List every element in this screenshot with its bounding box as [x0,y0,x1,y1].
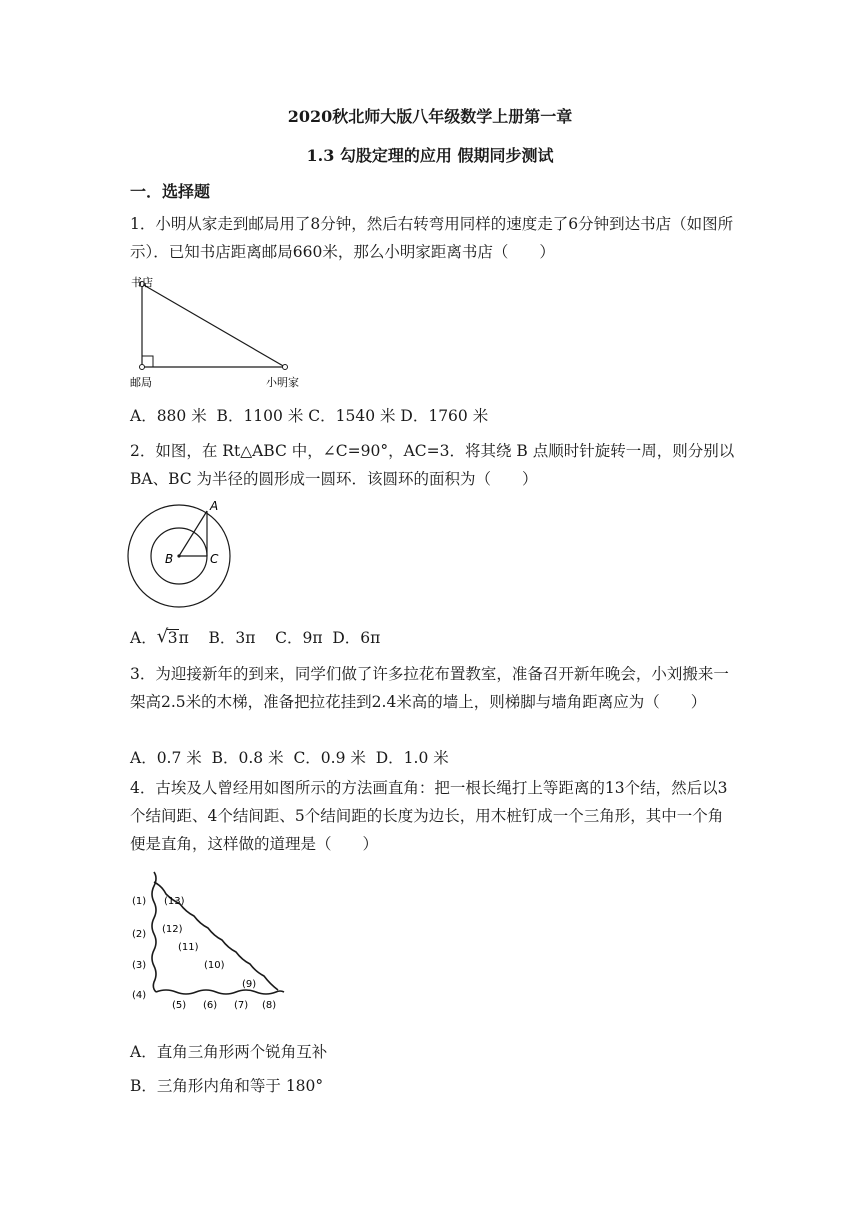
question-1-stem: 1．小明从家走到邮局用了8分钟，然后右转弯用同样的速度走了6分钟到达书店（如图所示）．已知书店距离邮局660米，那么小明家距离书店（ ） [130,215,734,261]
point-b [177,554,180,557]
knot-label-12: (12) [162,924,183,935]
knot-label-11: (11) [178,942,199,953]
point-home [283,365,288,370]
option-a-prefix: A． [130,629,157,647]
question-4-figure [128,868,288,1013]
question-2-figure [126,497,236,609]
label-b: B [165,552,174,566]
options-rest: B．3π C．9π D．6π [188,629,381,647]
option-a-radicand: 3 [167,629,178,647]
question-1-options: A．880 米 B．1100 米 C．1540 米 D．1760 米 [130,407,489,425]
question-3-options: A．0.7 米 B．0.8 米 C．0.9 米 D．1.0 米 [130,749,449,767]
knot-label-7: (7) [234,1000,249,1011]
document-subtitle: 1.3 勾股定理的应用 假期同步测试 [306,146,554,165]
knot-label-2: (2) [132,929,147,940]
question-3-stem: 3．为迎接新年的到来，同学们做了许多拉花布置教室，准备召开新年晚会，小刘搬来一架高2.5米的木梯，准备把拉花挂到2.4米高的墙上，则梯脚与墙角距离应为（ ） [130,665,729,711]
knot-label-13: (13) [164,896,185,907]
knot-label-1: (1) [132,896,147,907]
option-a-suffix: π [178,629,189,647]
label-post: 邮局 [130,376,152,389]
segment-ba [179,511,207,556]
section-heading: 一．选择题 [130,182,211,201]
knot-label-9: (9) [242,979,257,990]
label-home: 小明家 [266,376,299,389]
label-c: C [210,552,219,566]
rope-vertical-side [152,872,156,992]
knot-label-10: (10) [204,960,225,971]
knot-label-5: (5) [172,1000,187,1011]
sqrt-symbol: √ 3 [156,626,178,647]
question-4-option-a: A．直角三角形两个锐角互补 [130,1043,328,1061]
question-4-option-b: B．三角形内角和等于 180° [130,1077,324,1095]
label-store: 书店 [131,276,153,289]
point-post [140,365,145,370]
knot-label-4: (4) [132,990,147,1001]
document-title: 2020秋北师大版八年级数学上册第一章 [287,107,573,126]
knot-label-8: (8) [262,1000,277,1011]
question-4-stem: 4．古埃及人曾经用如图所示的方法画直角：把一根长绳打上等距离的13个结，然后以3个结间距、4个结间距、5个结间距的长度为边长，用木桩钉成一个三角形，其中一个角便是直角，这样做的道理是（ ） [130,779,728,853]
question-2-options [130,626,380,648]
figure-line-store-home [142,284,285,367]
question-1-figure [128,274,318,392]
label-a: A [210,499,219,513]
knot-label-6: (6) [203,1000,218,1011]
question-2-stem: 2．如图，在 Rt△ABC 中，∠C=90°，AC=3．将其绕 B 点顺时针旋转一周，则分别以 BA、BC 为半径的圆形成一圆环．该圆环的面积为（ ） [130,442,735,488]
knot-label-3: (3) [132,960,147,971]
rope-horizontal-side [156,990,284,994]
